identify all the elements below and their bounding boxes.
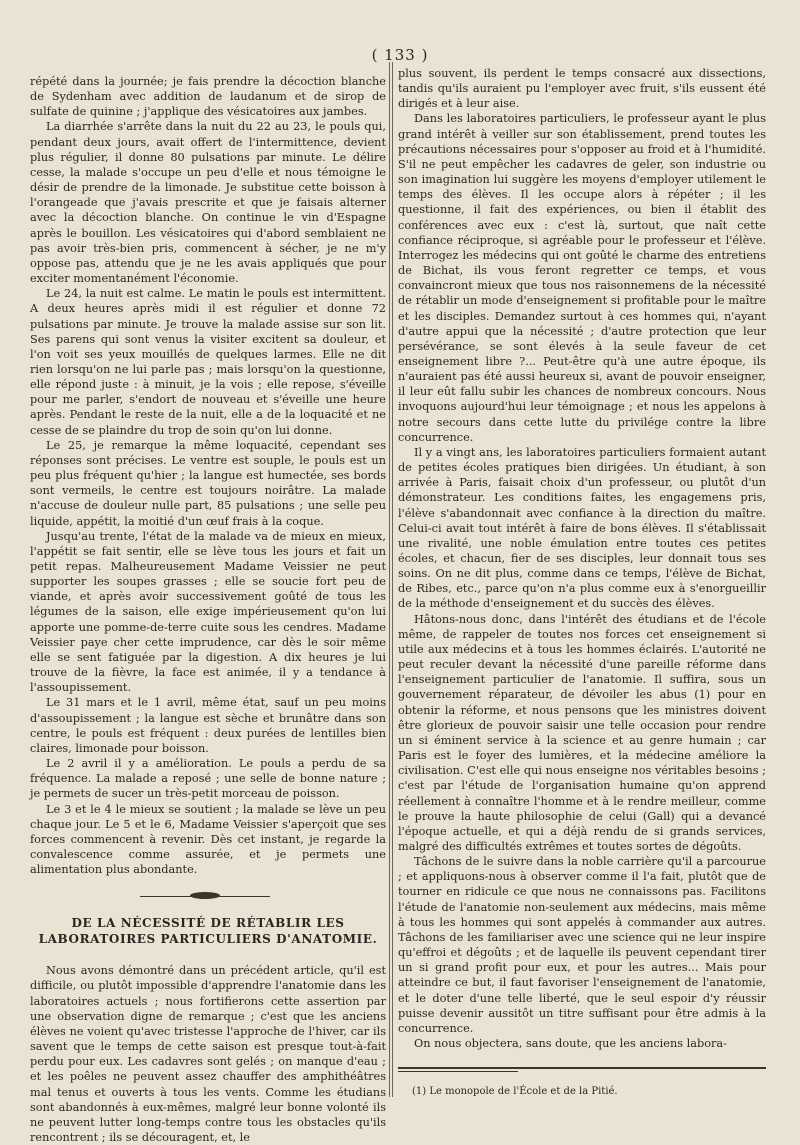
paragraph: Dans les laboratoires particuliers, le professeur ayant le plus grand intérêt à veiller sur son établissement, prend toutes les précautions nécessaires pour s'opposer au froid et à l'humidité. S'il ne peut empêcher les cadavres de geler, son industrie ou son imagination lui suggère les moyens d'employer utilement le temps des élèves. Il les occupe alors à répéter ; il les questionne, il fait des expériences, ou bien il établit des conférences avec eux : c'est là, surtout, que naît cette confiance réciproque, si agréable pour le professeur et l'élève. Interrogez les médecins qui ont goûté le charme des entretiens de Bichat, ils vous feront regretter ce temps, et vous convaincront mieux que tous nos raisonnemens de la nécessité de rétablir un mode d'enseignement si profitable pour le maître et les disciples. Demandez surtout à ces hommes qui, n'ayant d'autre appui que la nécessité ; d'autre protection que leur persévérance, se sont élevés à la seule faveur de cet enseignement libre ?... Peut-être qu'à une autre époque, ils n'auraient pas été aussi heureux si, avant de pouvoir enseigner, il leur eût fallu subir les chances de nombreux concours. Nous invoquons aujourd'hui leur témoignage ; et nous les appelons à notre secours dans cette lutte du privilége contre la libre concurrence. — [398, 112, 766, 444]
column-divider — [389, 62, 390, 1097]
paragraph: Le 25, je remarque la même loquacité, cependant ses réponses sont précises. Le ventre est souple, le pouls est un peu plus fréquent qu'hier ; la langue est humectée, ses bords sont vermeils, le centre est toujours noirâtre. La malade n'accuse de douleur nulle part, 85 pulsations ; une selle peu liquide, appétit, la moitié d'un œuf frais à la coque. — [30, 438, 386, 528]
footnote: (1) Le monopole de l'École et de la Pitié. — [412, 1086, 618, 1098]
paragraph: Le 2 avril il y a amélioration. Le pouls a perdu de sa fréquence. La malade a reposé ; une selle de bonne nature ; je permets de sucer un très-petit morceau de poisson. — [30, 757, 386, 801]
paragraph: Le 3 et le 4 le mieux se soutient ; la malade se lève un peu chaque jour. Le 5 et le 6, Madame Veissier s'aperçoit que ses forces commencent à revenir. Dès cet instant, je regarde la convalescence comme assurée, et je permets une alimentation plus abondante. — [30, 802, 386, 877]
paragraph: Nous avons démontré dans un précédent article, qu'il est difficile, ou plutôt impossible d'apprendre l'anatomie dans les laboratoires actuels ; nous fortifierons cette assertion par une observation digne de remarque ; c'est que les anciens élèves ne voient qu'avec tristesse l'approche de l'hiver, car ils savent que le temps de cette saison est presque tout-à-fait perdu pour eux. Les cadavres sont gelés ; on manque d'eau ; et les poêles ne peuvent assez chauffer des amphithéâtres mal tenus et ouverts à tous les vents. Comme les étudians sont abandonnés à eux-mêmes, malgré leur bonne volonté ils ne peuvent lutter long-temps contre tous les obstacles qu'ils rencontrent ; ils se découragent, et, le — [30, 964, 386, 1144]
paragraph: Hâtons-nous donc, dans l'intérêt des étudians et de l'école même, de rappeler de toutes nos forces cet enseignement si utile aux médecins et à tous les hommes éclairés. L'autorité ne peut reculer devant la nécessité d'une pareille réforme dans l'enseignement particulier de l'anatomie. Il suffira, sous un gouvernement réparateur, de dévoiler les abus (1) pour en obtenir la réforme, et nous pensons que les ministres doivent être glorieux de pouvoir saisir une telle occasion pour rendre un si éminent service à la science et au genre humain ; car Paris est le foyer des lumières, et la médecine améliore la civilisation. C'est elle qui nous enseigne nos véritables besoins ; c'est par l'étude de l'organisation humaine qu'on apprend réellement à connaître l'homme et à le rendre meilleur, comme le prouve la haute philosophie de celui (Gall) qui a devancé l'époque actuelle, et qui a déjà rendu de si grands services, malgré des difficultés extrêmes et toutes sortes de dégoûts. — [398, 612, 766, 853]
page-number: ( 133 ) — [371, 46, 429, 64]
separator-ornament — [190, 892, 220, 899]
paragraph: Il y a vingt ans, les laboratoires particuliers formaient autant de petites écoles pratiques bien dirigées. Un étudiant, à son arrivée à Paris, faisait choix d'un professeur, ou plutôt d'un démonstrateur. Les conditions faites, les engagemens pris, l'élève s'abandonnait avec confiance à la direction du maître. Celui-ci avait tout intérêt à faire de bons élèves. Il s'établissait une rivalité, une noble émulation entre toutes ces petites écoles, et chacun, fier de ses disciples, leur donnait tous ses soins. On ne dit plus, comme dans ce temps, l'élève de Bichat, de Ribes, etc., parce qu'on n'a plus comme eux à s'enorgueillir de la méthode d'enseignement et du succès des élèves. — [398, 445, 766, 611]
paragraph: Le 24, la nuit est calme. Le matin le pouls est intermittent. A deux heures après midi il est régulier et donne 72 pulsations par minute. Je trouve la malade assise sur son lit. Ses parens qui sont venus la visiter excitent sa douleur, et l'on voit ses yeux mouillés de quelques larmes. Elle ne dit rien lorsqu'on ne lui parle pas ; mais lorsqu'on la questionne, elle répond juste : à minuit, je la vois ; elle repose, s'éveille pour me parler, s'endort de nouveau et s'éveille une heure après. Pendant le reste de la nuit, elle a de la loquacité et ne cesse de se plaindre du trop de soin qu'on lui donne. — [30, 287, 386, 437]
paragraph: Tâchons de le suivre dans la noble carrière qu'il a parcourue ; et appliquons-nous à observer comme il l'a fait, plutôt que de tourner en ridicule ce que nous ne connaissons pas. Facilitons l'étude de l'anatomie non-seulement aux médecins, mais même à tous les hommes qui sont appelés à commander aux autres. Tâchons de les familiariser avec une science qui ne leur inspire qu'effroi et dégoûts ; et de laquelle ils peuvent cependant tirer un si grand profit pour eux, et pour les autres... Mais pour atteindre ce but, il faut favoriser l'enseignement de l'anatomie, et le doter d'une telle liberté, que le seul espoir d'y réussir puisse devenir aussitôt un titre suffisant pour être admis à la concurrence. — [398, 855, 766, 1035]
right-column — [398, 66, 766, 1099]
footnote-rule — [398, 1067, 766, 1069]
column-divider-inner — [392, 62, 393, 1097]
paragraph: répété dans la journée; je fais prendre la décoction blanche de Sydenham avec addition de laudanum et de sirop de sulfate de quinine ; j'applique des vésicatoires aux jambes. — [30, 75, 386, 119]
paragraph: Le 31 mars et le 1 avril, même état, sauf un peu moins d'assoupissement ; la langue est sèche et brunâtre dans son centre, le pouls est fréquent : deux purées de lentilles bien claires, limonade pour boisson. — [30, 696, 386, 755]
paragraph: Jusqu'au trente, l'état de la malade va de mieux en mieux, l'appétit se fait sentir, elle se lève tous les jours et fait un petit repas. Malheureusement Madame Veissier ne peut supporter les soupes grasses ; elle se soucie fort peu de viande, et après avoir successivement goûté de tous les légumes de la saison, elle exige impérieusement qu'on lui apporte une pomme-de-terre cuite sous les cendres. Madame Veissier paye cher cette imprudence, car dès le soir même elle se sent fatiguée par la digestion. A dix heures je lui trouve de la fièvre, la face est animée, il y a tendance à l'assoupissement. — [30, 529, 386, 695]
paragraph: plus souvent, ils perdent le temps consacré aux dissections, tandis qu'ils auraient pu l'employer avec fruit, s'ils eussent été dirigés et à leur aise. — [398, 67, 766, 111]
left-column — [30, 74, 386, 1145]
section-title: DE LA NÉCESSITÉ DE RÉTABLIR LES LABORATOIRES PARTICULIERS D'ANATOMIE. — [38, 916, 378, 947]
paragraph: La diarrhée s'arrête dans la nuit du 22 au 23, le pouls qui, pendant deux jours, avait offert de l'intermittence, devient plus régulier, il donne 80 pulsations par minute. Le délire cesse, la malade s'occupe un peu d'elle et nous témoigne le désir de prendre de la limonade. Je substitue cette boisson à l'orangeade que j'avais prescrite et que je faisais alterner avec la décoction blanche. On continue le vin d'Espagne après le bouillon. Les vésicatoires qui d'abord semblaient ne pas avoir très-bien pris, commencent à sécher, je ne m'y oppose pas, attendu que je ne les avais appliqués que pour exciter momentanément l'économie. — [30, 120, 386, 286]
footnote-rule-short — [398, 1071, 518, 1072]
paragraph: On nous objectera, sans doute, que les anciens labora- — [414, 1037, 727, 1050]
section-separator — [30, 891, 386, 901]
